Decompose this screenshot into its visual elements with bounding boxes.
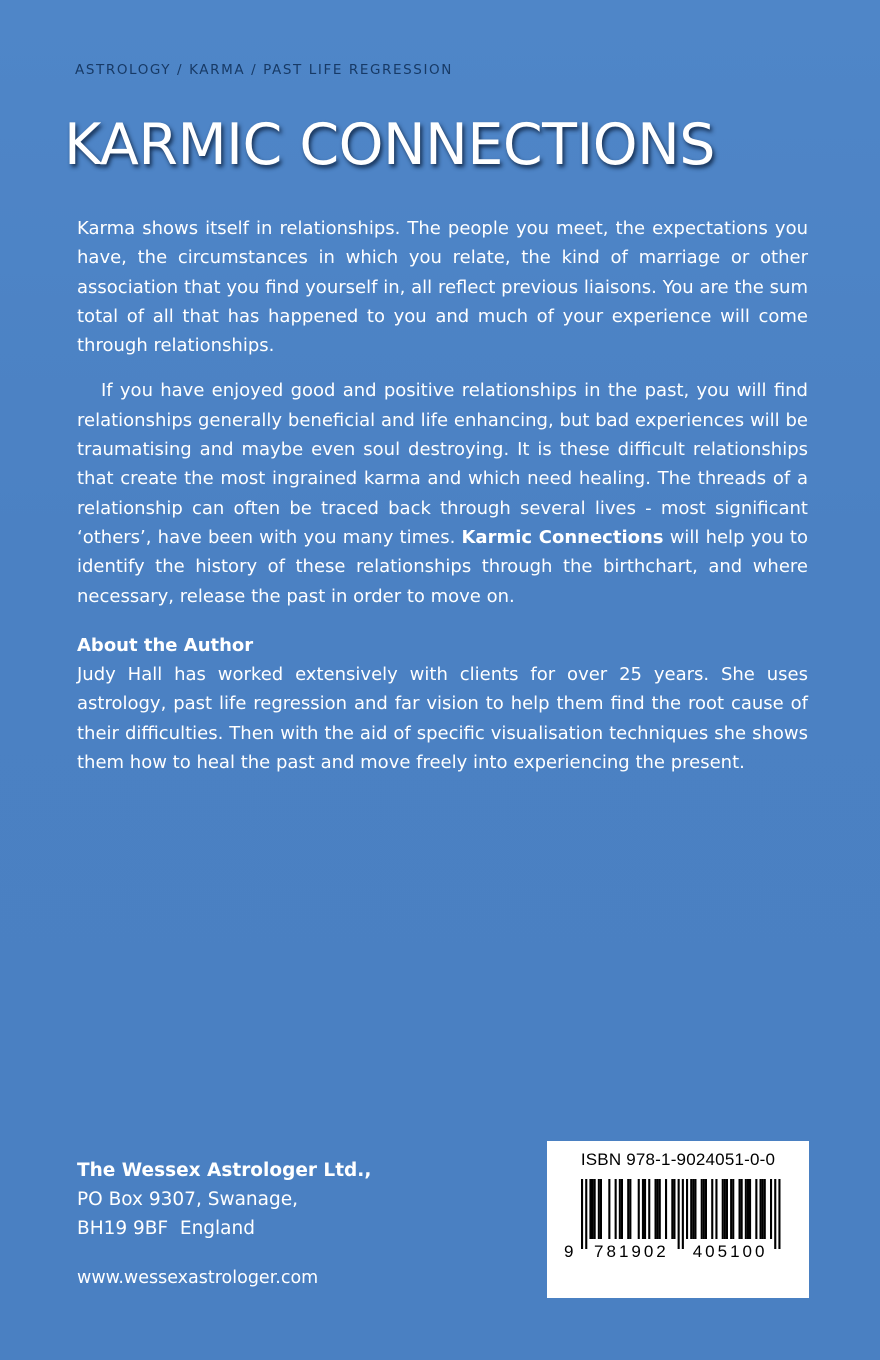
barcode-bar	[762, 1179, 764, 1239]
barcode-bar	[770, 1179, 772, 1239]
barcode-bar	[747, 1179, 749, 1239]
ean13-barcode	[561, 1179, 795, 1291]
barcode-bar	[741, 1179, 743, 1239]
barcode-bar	[703, 1179, 705, 1239]
publisher-website: www.wessexastrologer.com	[77, 1268, 319, 1288]
barcode-bar	[581, 1179, 583, 1249]
barcode-bar	[701, 1179, 703, 1239]
barcode-bar	[589, 1179, 591, 1239]
barcode-bar	[745, 1179, 747, 1239]
publisher-name: The Wessex Astrologer Ltd.,	[77, 1160, 372, 1181]
barcode-bar	[627, 1179, 629, 1239]
barcode-bar	[600, 1179, 602, 1239]
barcode-right-digits: 405100	[692, 1242, 768, 1261]
publisher-address-line-2: BH19 9BF England	[77, 1218, 255, 1239]
barcode-bar	[730, 1179, 732, 1239]
barcode-bar	[764, 1179, 766, 1239]
barcode-left-digits: 781902	[594, 1242, 669, 1261]
barcode-bar	[774, 1179, 776, 1249]
barcode-bar	[673, 1179, 675, 1239]
blurb-paragraph-1: Karma shows itself in relationships. The people you meet, the expectations you have, the circumstances in which you relate, the kind of marriage or other association that you find yourself in, all reflect previous liaisons. You are the sum total of all that has happened to you and much of your experience will come through relationships.	[77, 218, 808, 357]
barcode-bar	[692, 1179, 694, 1239]
barcode-bar	[711, 1179, 713, 1239]
barcode-bar	[694, 1179, 696, 1239]
barcode-bar	[615, 1179, 617, 1239]
barcode-bars	[581, 1179, 781, 1249]
blurb	[77, 214, 808, 777]
category-line: ASTROLOGY / KARMA / PAST LIFE REGRESSION	[75, 62, 453, 78]
barcode-bar	[715, 1179, 717, 1239]
barcode-bar	[592, 1179, 594, 1239]
blurb-title-mention: Karmic Connections	[461, 526, 664, 548]
barcode-bar	[657, 1179, 659, 1239]
blurb-paragraph-2	[77, 376, 808, 610]
barcode-bar	[594, 1179, 596, 1239]
barcode-bar	[655, 1179, 657, 1239]
publisher-address	[77, 1156, 371, 1243]
publisher-address-line-1: PO Box 9307, Swanage,	[77, 1189, 298, 1210]
isbn-barcode-panel	[547, 1141, 809, 1298]
barcode-bar	[678, 1179, 680, 1249]
blurb-paragraph-2-text: If you have enjoyed good and positive relationships in the past, you will find relationships generally beneficial and life enhancing, but bad experiences will be traumatising and maybe even soul destroying. It is these difficult relationships that create the most ingrained karma and which need healing. The threads of a relationship can often be traced back through several lives - most significant ‘others’, have been with you many times.	[77, 380, 808, 548]
barcode-bar	[598, 1179, 600, 1239]
barcode-bar	[619, 1179, 621, 1239]
about-author-heading: About the Author	[77, 634, 254, 656]
barcode-bar	[690, 1179, 692, 1239]
barcode-bar	[682, 1179, 684, 1249]
barcode-bar	[659, 1179, 661, 1239]
barcode-bar	[638, 1179, 640, 1239]
about-author-text: Judy Hall has worked extensively with clients for over 25 years. She uses astrology, past life regression and far vision to help them find the root cause of their difficulties. Then with the aid of specific visualisation techniques she shows them how to heal the past and move freely into experiencing the present.	[77, 664, 808, 774]
barcode-bar	[726, 1179, 728, 1239]
barcode-bar	[644, 1179, 646, 1239]
barcode-bar	[749, 1179, 751, 1239]
barcode-bar	[739, 1179, 741, 1239]
barcode-bar	[629, 1179, 631, 1239]
book-title: KARMIC CONNECTIONS	[64, 112, 715, 178]
blurb-paragraph-2-end: will help you to identify the history of these relationships through the birthchart, and where necessary, release the past in order to move on.	[77, 526, 808, 607]
barcode-bar	[665, 1179, 667, 1239]
barcode-bar	[724, 1179, 726, 1239]
barcode-bar	[686, 1179, 688, 1239]
isbn-label: ISBN 978-1-9024051-0-0	[580, 1150, 776, 1169]
barcode-bar	[648, 1179, 650, 1239]
barcode-bar	[608, 1179, 610, 1239]
barcode-bar	[585, 1179, 587, 1249]
barcode-bar	[671, 1179, 673, 1239]
barcode-bar	[722, 1179, 724, 1239]
barcode-bar	[778, 1179, 780, 1249]
barcode-bar	[642, 1179, 644, 1239]
barcode-bar	[755, 1179, 757, 1239]
barcode-bar	[732, 1179, 734, 1239]
barcode-lead-digit: 9	[564, 1242, 574, 1261]
barcode-bar	[705, 1179, 707, 1239]
barcode-bar	[760, 1179, 762, 1239]
barcode-bar	[621, 1179, 623, 1239]
